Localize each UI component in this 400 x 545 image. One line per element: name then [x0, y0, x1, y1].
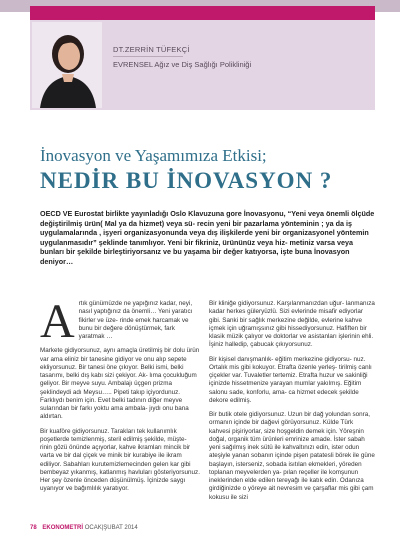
article-title-line2: NEDİR BU İNOVASYON ?: [40, 168, 333, 193]
author-affiliation: EVRENSEL Ağız ve Diş Sağlığı Polikliniği: [113, 60, 252, 69]
paragraph: Bir kuaföre gidiyorsunuz. Tarakları tek kullanımlık poşetlerde temizlenmiş, steril edilmiş şekilde, müşte- rinin gözü önünde açıyorlar, kahve ikramları mincik bir varta ve bir dal çiçek ve minik bir kurabiye ile ikram ediliyor. Sabahları kurutemizlemecinden gelen kar gibi bembeyaz yıkanmış, katlanmış havluları gösteriyorsunuz. Her şey özenle önceden düşünülmüş. İçinizde saygı uyanıyor ve bağımlılık yaratıyor.: [40, 427, 200, 493]
magazine-name: EKONOMETRİ: [42, 525, 84, 531]
left-column: [40, 295, 200, 500]
issue-date: OCAK|ŞUBAT 2014: [84, 525, 138, 531]
header-divider: [113, 56, 183, 57]
right-column: [209, 300, 375, 508]
magenta-header-strip: [30, 6, 375, 20]
article-title-line1: İnovasyon ve Yaşamımıza Etkisi;: [40, 146, 267, 165]
paragraph: Bir kliniğe gidiyorsunuz. Karşılanmanızdan uğur- lanmanıza kadar herkes güleryüzlü. Sizi evlerinde misafir ediyorlar gibi. Sanki bir sağlık merkezine değilde, evlerine kahve içmek için uğramışsınız gibi hissediyorsunuz. Hafiften bir klasik müzik çalıyor ve doktorlar ve asistanları işlerinin ehli. İşiniz halledip, çabucak çıkıyorsunuz.: [209, 300, 375, 349]
page-number: 78: [30, 525, 37, 531]
paragraph: Bir kişisel danışmanlık- eğitim merkezine gidiyorsu- nuz. Ortalık mis gibi kokuyor. Etrafta özenle yerleş- tirilmiş canlı çiçekler var. Tuvaletler tertemiz. Etrafta huzur ve sakinliği içinizde hissetmenize yarayan mumlar yakılmış. Eğitim salonu sade, konforlu, ama- ca hizmet edecek şekilde dekore edilmiş.: [209, 355, 372, 404]
author-name: DT.ZERRİN TÜFEKÇİ: [113, 45, 190, 54]
paragraph: Bir butik otele gidiyorsunuz. Uzun bir dağ yolundan sonra, ormanın içinde bir dağevi görüyorsunuz. Külde Türk kahvesi pişiriyorlar, size hoşgeldin demek için. Yöreşnin doğal, organik tüm ürünleri emrinize amade. İster sabah yeni sağılmış inek sütü ile kahvaltınızı edin, ister odun ateşiyle yanan sobanın içinde pişen patatesli börek ile güne başlayın, isterseniz, sobada isıtılan ekmekleri, yöreden toplanan meyvelerden ya- pılan reçeller ile komşunun ineklerinden elde edilen tereyağı ile katık edin. Odanıza girdiğinizde o yöreye ait nevresim ve çarşaflar mis gibi çam kokusu ile sizi: [209, 411, 375, 501]
drop-cap: A: [40, 295, 75, 348]
article-lead: OECD VE Eurostat birlikte yayınladığı Oslo Klavuzuna gore İnovasyonu, “Yeni veya önemli ölçüde değiştirilmiş ürün( Mal ya da hizmet) veya sü- recin yeni bir pazarlama yönteminin ; ya da iş uygulamalarında , işyeri organizasyonunda veya dış ilişkilerde yeni bir organizasyonel yöntemin uygulanmasıdır” şeklinde tanımlıyor. Yeni bir fikriniz, ürününüz veya hiz- metiniz varsa veya bunları bir şekilde birleştiriyorsanız ve bu yaşama bir değer katıyorsa, işte buna İnovasyon deniyor…: [40, 209, 375, 266]
paragraph: Markete gidiyorsunuz, aynı amaçla üretilmiş bir dolu ürün var ama eliniz bir tanesine gidiyor ve onu alıp sepete ekliyorsunuz. Bir tanesi öne çıkıyor. Belki ismi, belki tasarımı, belki dış kabı sizi çekiyor. Ak- lıma çocukluğum geliyor. Bir meyve suyu. Ambalajı üçgen prizma şeklindeydi adı Meysu….. Pipeti takıp içiyordunuz. Farklıydı benim için. Evet belki tadının diğer meyve sularından bir farkı yoktu ama ambala- jıydı onu bana aldırtan.: [40, 347, 200, 421]
page-footer: [30, 525, 138, 531]
paragraph-text: rtık günümüzde ne yapığınız kadar, neyi, nasıl yaptığınız da önemli… Yeni yaratıcı fikirler ve üze- rinde emek harcamak ve bunu bir değere dönüştürmek, fark yaratmak …: [78, 300, 193, 340]
paragraph: [40, 295, 200, 348]
author-photo: [32, 22, 102, 108]
